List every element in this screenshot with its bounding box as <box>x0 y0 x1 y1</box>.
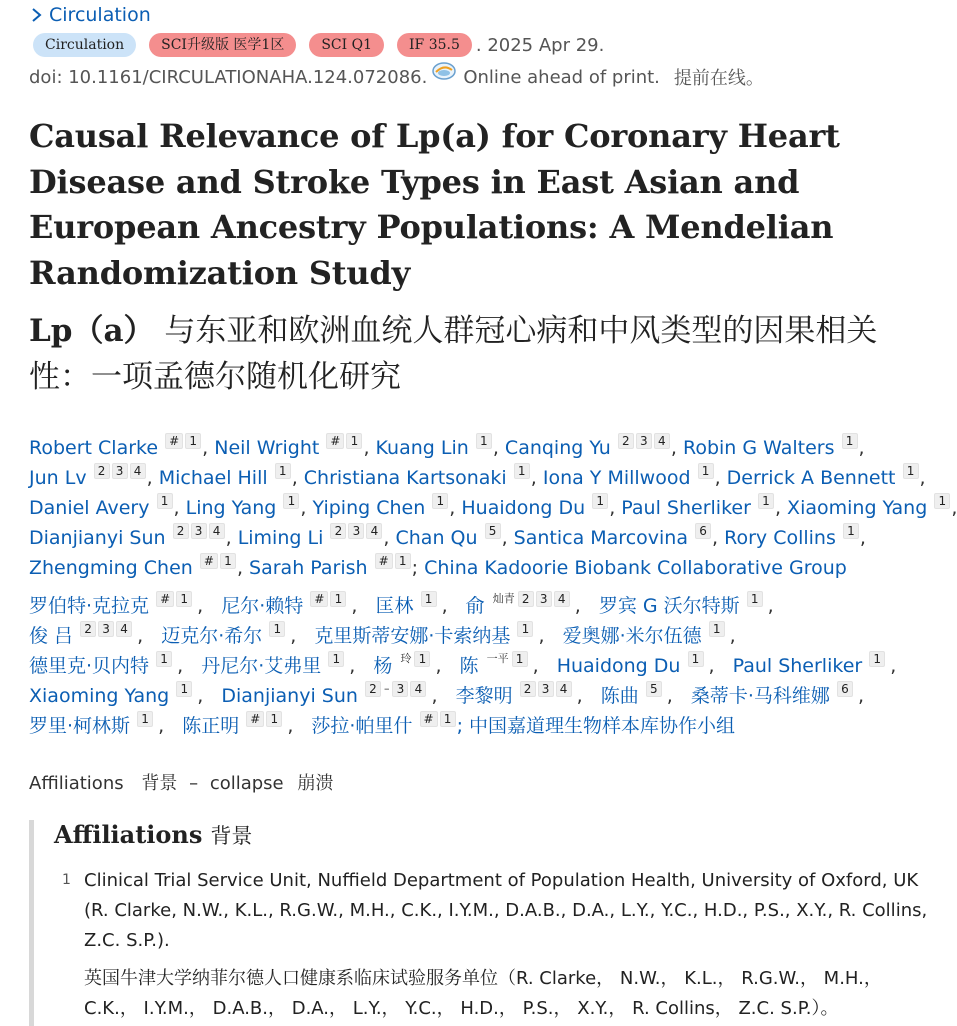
author-link-zh[interactable]: 陈曲 <box>600 685 639 707</box>
affiliation-ref[interactable]: 5 <box>485 523 501 539</box>
status-zh: 提前在线。 <box>673 68 764 89</box>
collaborative-group-link-zh[interactable]: ; 中国嘉道理生物样本库协作小组 <box>456 715 736 737</box>
author-link[interactable]: Neil Wright <box>214 437 320 459</box>
author-link[interactable]: Iona Y Millwood <box>542 467 691 489</box>
author-list-zh: 罗伯特·克拉克 # 1 , 尼尔·赖特 # 1 , 匡林 1 , 俞 $^{灿青}$ 2 3 4 , 罗宾 G 沃尔特斯 1 , 俊 吕 2 3 4 , 迈克尔·希尔 1 , 克里斯蒂安娜·卡索纳基 1 , 爱奥娜·米尔伍德 1 , 德里克·贝内特 1 , 丹尼尔·艾弗里 1 , 杨 $^玲$ 1 , 陈 $^{一平}$ 1 , Huaidong Du 1 , Paul Sherliker 1 , Xiaoming Yang 1 , Dianjianyi Sun 2 – 3 4 , 李黎明 2 3 4 , 陈曲 5 , 桑蒂卡·马科维娜 6 , 罗里·柯林斯 1 , 陈正明 # 1 , 莎拉·帕里什 # 1 ; 中国嘉道理生物样本库协作小组 <box>29 592 897 737</box>
author-link[interactable]: Zhengming Chen <box>29 557 193 579</box>
affiliations-toggle-label: Affiliations <box>29 773 124 794</box>
affiliation-ref[interactable]: 1 <box>395 553 411 569</box>
name-annotation: 玲 <box>400 652 412 665</box>
equal-contrib-marker[interactable]: # <box>200 553 218 569</box>
affiliation-ref[interactable]: 1 <box>688 651 704 667</box>
affiliation-text-zh: 英国牛津大学纳菲尔德人口健康系临床试验服务单位（R. Clarke， N.W.， K.L.， R.G.W.， M.H.， C.K.， I.Y.M.， D.A.B.， D.A.， L.Y.， Y.C.， H.D.， P.S.， X.Y.， R. Collins， Z.C. S.P.）。 <box>84 968 882 1019</box>
article-title-zh <box>29 308 929 400</box>
journal-metrics-row <box>33 33 604 57</box>
affiliation-ref[interactable]: 4 <box>654 433 670 449</box>
author-link[interactable]: Kuang Lin <box>375 437 469 459</box>
author-link[interactable]: Canqing Yu <box>504 437 611 459</box>
author-link-zh[interactable]: 李黎明 <box>455 685 513 707</box>
author-link-zh[interactable]: 罗里·柯林斯 <box>29 715 131 737</box>
affiliation-ref[interactable]: 1 <box>176 681 192 697</box>
affiliations-heading: Affiliations 背景 <box>54 820 253 849</box>
affiliation-ref[interactable]: 1 <box>275 463 291 479</box>
affiliation-ref[interactable]: 1 <box>266 711 282 727</box>
article-title-zh-text: 与东亚和欧洲血统人群冠心病和中风类型的因果相关性：一项孟德尔随机化研究 <box>29 313 878 395</box>
affiliation-ref[interactable]: 4 <box>130 463 146 479</box>
journal-link[interactable] <box>30 4 151 26</box>
impact-factor-badge[interactable]: IF 35.5 <box>397 33 472 57</box>
equal-contrib-marker[interactable]: # <box>165 433 183 449</box>
affiliation-ref[interactable]: 1 <box>747 591 763 607</box>
equal-contrib-marker[interactable]: # <box>246 711 264 727</box>
name-annotation: 灿青 <box>492 592 515 605</box>
author-link-zh[interactable]: 俊 吕 <box>29 625 74 647</box>
affiliation-ref[interactable]: 1 <box>269 621 285 637</box>
author-link-zh[interactable]: 尼尔·赖特 <box>221 595 304 617</box>
author-link-zh[interactable]: Dianjianyi Sun <box>221 685 358 707</box>
author-link-zh[interactable]: 陈 <box>459 655 479 677</box>
equal-contrib-marker[interactable]: # <box>156 591 174 607</box>
article-title-zh-lp: Lp（a） <box>29 313 155 349</box>
affiliation-ref[interactable]: 6 <box>695 523 711 539</box>
author-link-zh[interactable]: 罗伯特·克拉克 <box>29 595 150 617</box>
author-link-zh[interactable]: 爱奥娜·米尔伍德 <box>562 625 702 647</box>
affiliation-ref[interactable]: 4 <box>410 681 426 697</box>
author-link[interactable]: Daniel Avery <box>29 497 150 519</box>
affiliation-number: 1 <box>62 872 71 888</box>
collapse-action: collapse <box>209 773 284 794</box>
affiliation-ref[interactable]: 3 <box>538 681 554 697</box>
affiliations-panel <box>29 820 929 1026</box>
author-link-zh[interactable]: Xiaoming Yang <box>29 685 170 707</box>
sci-quartile-badge[interactable]: SCI Q1 <box>309 33 384 57</box>
author-link[interactable]: Xiaoming Yang <box>787 497 928 519</box>
affiliation-ref[interactable]: 1 <box>176 591 192 607</box>
affiliation-ref[interactable]: 2 <box>618 433 634 449</box>
author-link[interactable]: Rory Collins <box>724 527 836 549</box>
range-dash: – <box>383 682 390 695</box>
author-link[interactable]: Robert Clarke <box>29 437 159 459</box>
author-link-zh[interactable]: 俞 <box>465 595 485 617</box>
affiliation-ref[interactable]: 1 <box>903 463 919 479</box>
author-link[interactable]: Huaidong Du <box>461 497 586 519</box>
affiliation-ref[interactable]: 1 <box>330 591 346 607</box>
affiliation-ref[interactable]: 1 <box>698 463 714 479</box>
affiliation-ref[interactable]: 1 <box>476 433 492 449</box>
affiliation-ref[interactable]: 1 <box>346 433 362 449</box>
author-link[interactable]: Robin G Walters <box>682 437 835 459</box>
affiliation-ref[interactable]: 1 <box>137 711 153 727</box>
author-link-zh[interactable]: 克里斯蒂安娜·卡索纳基 <box>314 625 511 647</box>
sci-category-badge[interactable]: SCI升级版 医学1区 <box>149 33 296 57</box>
affiliation-ref[interactable]: 3 <box>536 591 552 607</box>
equal-contrib-marker[interactable]: # <box>420 711 438 727</box>
epub-status-icon <box>431 61 457 81</box>
author-link[interactable]: Chan Qu <box>395 527 478 549</box>
author-link-zh[interactable]: 杨 <box>373 655 393 677</box>
article-title-en: Causal Relevance of Lp(a) for Coronary Heart Disease and Stroke Types in East Asian and European Ancestry Populations: A Mendelian Randomization Study <box>29 117 840 292</box>
affiliation-ref[interactable]: 1 <box>157 493 173 509</box>
doi-link[interactable]: doi: 10.1161/CIRCULATIONAHA.124.072086. <box>29 66 428 88</box>
author-link[interactable]: Derrick A Bennett <box>726 467 896 489</box>
author-link-zh[interactable]: 莎拉·帕里什 <box>311 715 413 737</box>
affiliations-toggle-label-zh: 背景 <box>141 773 178 794</box>
affiliation-ref[interactable]: 1 <box>283 493 299 509</box>
affiliation-ref[interactable]: 1 <box>421 591 437 607</box>
affiliation-ref[interactable]: 1 <box>758 493 774 509</box>
author-link[interactable]: Paul Sherliker <box>621 497 751 519</box>
author-link-zh[interactable]: 德里克·贝内特 <box>29 655 150 677</box>
author-link-zh[interactable]: Paul Sherliker <box>732 655 863 677</box>
affiliation-ref[interactable]: 1 <box>432 493 448 509</box>
author-link-zh[interactable]: 罗宾 G 沃尔特斯 <box>598 595 740 617</box>
author-list-en: Robert Clarke # 1 , Neil Wright # 1 , Kuang Lin 1 , Canqing Yu 2 3 4 , Robin G Walters 1 , Jun Lv 2 3 4 , Michael Hill 1 , Christiana Kartsonaki 1 , Iona Y Millwood 1 , Derrick A Bennett 1 , Daniel Avery 1 , Ling Yang 1 , Yiping Chen 1 , Huaidong Du 1 , Paul Sherliker 1 , Xiaoming Yang 1 , Dianjianyi Sun 2 3 4 , Liming Li 2 3 4 , Chan Qu 5 , Santica Marcovina 6 , Rory Collins 1 , Zhengming Chen # 1 , Sarah Parish # 1 ; China Kadoorie Biobank Collaborative Group <box>29 434 957 579</box>
affiliation-ref[interactable]: 1 <box>934 493 950 509</box>
affiliation-text-en: Clinical Trial Service Unit, Nuffield Department of Population Health, University of Oxford, UK (R. Clarke, N.W., K.L., R.G.W., M.H., C.K., I.Y.M., D.A.B., D.A., L.Y., Y.C., H.D., P.S., X.Y., R. Collins, Z.C. S.P.). <box>84 870 928 951</box>
affiliation-ref[interactable]: 1 <box>440 711 456 727</box>
author-link-zh[interactable]: Huaidong Du <box>556 655 681 677</box>
affiliation-ref[interactable]: 1 <box>156 651 172 667</box>
affiliation-ref[interactable]: 2 <box>173 523 189 539</box>
affiliation-ref[interactable]: 2 <box>330 523 346 539</box>
affiliation-ref[interactable]: 4 <box>116 621 132 637</box>
affiliation-ref[interactable]: 4 <box>556 681 572 697</box>
affiliation-ref[interactable]: 1 <box>592 493 608 509</box>
affiliation-ref[interactable]: 3 <box>191 523 207 539</box>
author-link[interactable]: Sarah Parish <box>249 557 368 579</box>
doi-row <box>29 64 764 90</box>
author-link[interactable]: Santica Marcovina <box>513 527 688 549</box>
affiliation-ref[interactable]: 1 <box>414 651 430 667</box>
name-annotation: 一平 <box>486 652 509 665</box>
affiliation-ref[interactable]: 2 <box>80 621 96 637</box>
equal-contrib-marker[interactable]: # <box>310 591 328 607</box>
affiliation-ref[interactable]: 1 <box>514 463 530 479</box>
author-link[interactable]: Liming Li <box>237 527 324 549</box>
chevron-right-icon <box>30 6 43 24</box>
affiliation-ref[interactable]: 6 <box>837 681 853 697</box>
collapse-dash-icon: – <box>189 773 199 794</box>
publication-date: . 2025 Apr 29. <box>475 34 605 56</box>
author-link[interactable]: Jun Lv <box>29 467 87 489</box>
affiliation-ref[interactable]: 4 <box>209 523 225 539</box>
affiliation-ref[interactable]: 4 <box>554 591 570 607</box>
author-link-zh[interactable]: 桑蒂卡·马科维娜 <box>690 685 830 707</box>
collaborative-group-link[interactable]: China Kadoorie Biobank Collaborative Group <box>424 557 847 579</box>
affiliation-ref[interactable]: 3 <box>348 523 364 539</box>
journal-name: Circulation <box>49 4 151 26</box>
affiliation-ref[interactable]: 1 <box>185 433 201 449</box>
journal-badge[interactable]: Circulation <box>33 33 136 57</box>
equal-contrib-marker[interactable]: # <box>326 433 344 449</box>
affiliation-ref[interactable]: 3 <box>636 433 652 449</box>
affiliation-ref[interactable]: 4 <box>366 523 382 539</box>
author-link[interactable]: Dianjianyi Sun <box>29 527 166 549</box>
affiliation-ref[interactable]: 3 <box>112 463 128 479</box>
affiliation-ref[interactable]: 3 <box>98 621 114 637</box>
author-link[interactable]: Ling Yang <box>185 497 277 519</box>
affiliation-ref[interactable]: 1 <box>328 651 344 667</box>
author-link-zh[interactable]: 迈克尔·希尔 <box>161 625 263 647</box>
affiliation-ref[interactable]: 1 <box>842 433 858 449</box>
affiliation-ref[interactable]: 2 <box>518 591 534 607</box>
author-link-zh[interactable]: 匡林 <box>375 595 414 617</box>
affiliations-heading-zh: 背景 <box>210 824 253 848</box>
author-link[interactable]: Michael Hill <box>158 467 268 489</box>
affiliation-ref[interactable]: 2 <box>365 681 381 697</box>
equal-contrib-marker[interactable]: # <box>375 553 393 569</box>
collapse-action-zh: 崩溃 <box>297 773 334 794</box>
affiliation-ref[interactable]: 1 <box>512 651 528 667</box>
author-link-zh[interactable]: 陈正明 <box>182 715 240 737</box>
affiliations-toggle[interactable] <box>29 769 333 795</box>
affiliation-ref[interactable]: 1 <box>869 651 885 667</box>
affiliation-ref[interactable]: 1 <box>709 621 725 637</box>
author-link[interactable]: Yiping Chen <box>312 497 426 519</box>
affiliation-ref[interactable]: 3 <box>392 681 408 697</box>
affiliation-ref[interactable]: 5 <box>646 681 662 697</box>
status-en: Online ahead of print. <box>463 66 660 88</box>
affiliation-ref[interactable]: 1 <box>220 553 236 569</box>
affiliation-ref[interactable]: 2 <box>94 463 110 479</box>
author-link[interactable]: Christiana Kartsonaki <box>303 467 507 489</box>
affiliation-ref[interactable]: 2 <box>520 681 536 697</box>
affiliation-ref[interactable]: 1 <box>843 523 859 539</box>
affiliation-ref[interactable]: 1 <box>517 621 533 637</box>
author-link-zh[interactable]: 丹尼尔·艾弗里 <box>201 655 322 677</box>
